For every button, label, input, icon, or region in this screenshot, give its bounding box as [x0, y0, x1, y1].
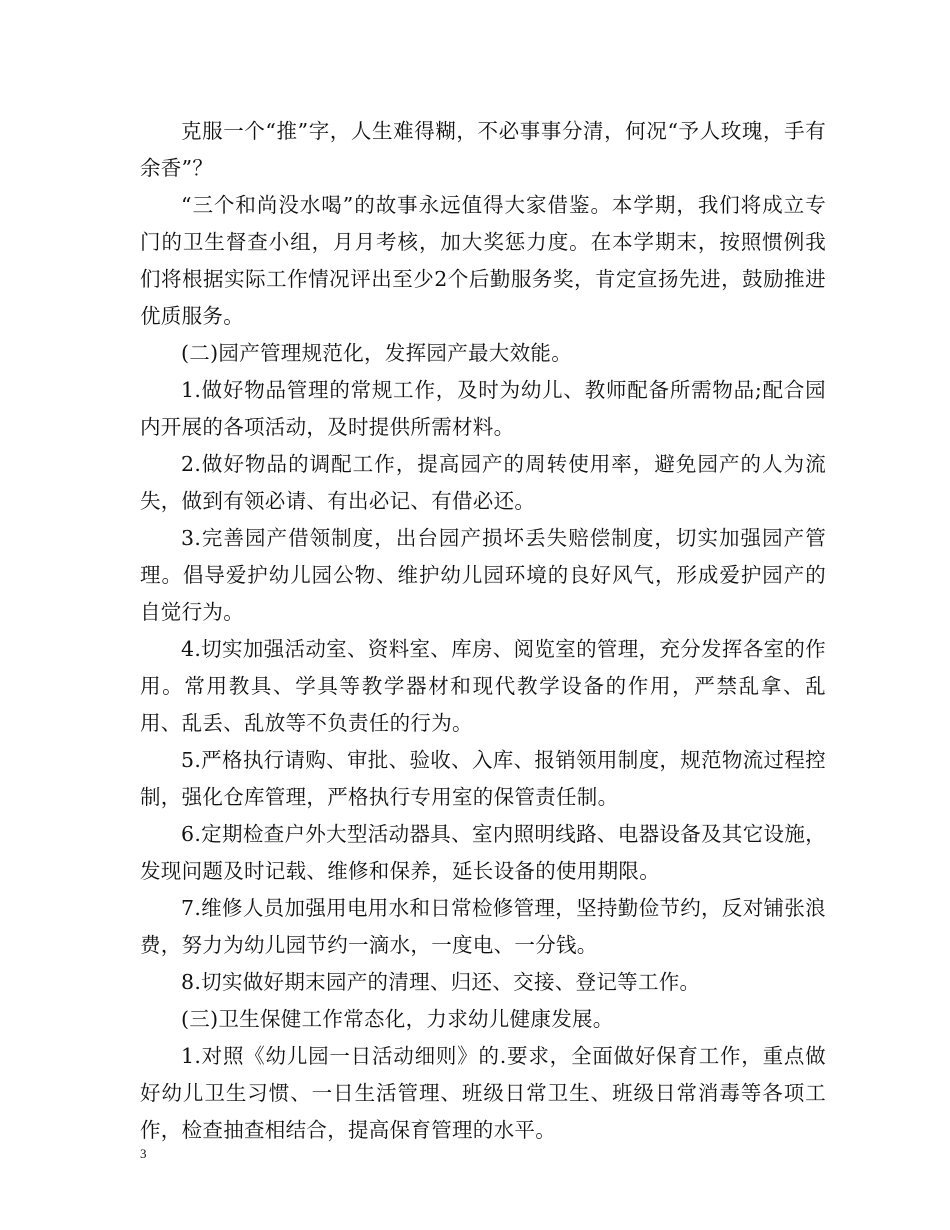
list-item-2: 2.做好物品的调配工作，提高园产的周转使用率，避免园产的人为流失，做到有领必请、有出必记、有借必还。	[140, 452, 826, 513]
list-item-5: 5.严格执行请购、审批、验收、入库、报销领用制度，规范物流过程控制，强化仓库管理，严格执行专用室的保管责任制。	[140, 748, 826, 809]
list-item-8: 8.切实做好期末园产的清理、归还、交接、登记等工作。	[181, 970, 701, 994]
list-item-4: 4.切实加强活动室、资料室、库房、阅览室的管理，充分发挥各室的作用。常用教具、学具等教学器材和现代教学设备的作用，严禁乱拿、乱用、乱丢、乱放等不负责任的行为。	[140, 637, 826, 735]
paragraph-2: “三个和尚没水喝”的故事永远值得大家借鉴。本学期，我们将成立专门的卫生督查小组，月月考核，加大奖惩力度。在本学期末，按照惯例我们将根据实际工作情况评出至少2个后勤服务奖，肯定宣扬先进，鼓励推进优质服务。	[140, 193, 826, 328]
list-item-7: 7.维修人员加强用电用水和日常检修管理，坚持勤俭节约，反对铺张浪费，努力为幼儿园节约一滴水，一度电、一分钱。	[140, 896, 826, 957]
list-item-3: 3.完善园产借领制度，出台园产损坏丢失赔偿制度，切实加强园产管理。倡导爱护幼儿园公物、维护幼儿园环境的良好风气，形成爱护园产的自觉行为。	[140, 526, 826, 624]
page-number: 3	[140, 1146, 147, 1161]
document-body	[140, 113, 826, 1149]
list-item-6: 6.定期检查户外大型活动器具、室内照明线路、电器设备及其它设施，发现问题及时记载、维修和保养，延长设备的使用期限。	[140, 822, 826, 883]
section-heading-2: (二)园产管理规范化，发挥园产最大效能。	[181, 341, 572, 365]
section-heading-3: (三)卫生保健工作常态化，力求幼儿健康发展。	[181, 1007, 614, 1031]
list-item-1: 1.做好物品管理的常规工作，及时为幼儿、教师配备所需物品;配合园内开展的各项活动，及时提供所需材料。	[140, 378, 826, 439]
list-item-health-1: 1.对照《幼儿园一日活动细则》的.要求，全面做好保育工作，重点做好幼儿卫生习惯、一日生活管理、班级日常卫生、班级日常消毒等各项工作，检查抽查相结合，提高保育管理的水平。	[140, 1044, 826, 1142]
paragraph-1: 克服一个“推”字，人生难得糊，不必事事分清，何况“予人玫瑰，手有余香”？	[140, 119, 826, 180]
